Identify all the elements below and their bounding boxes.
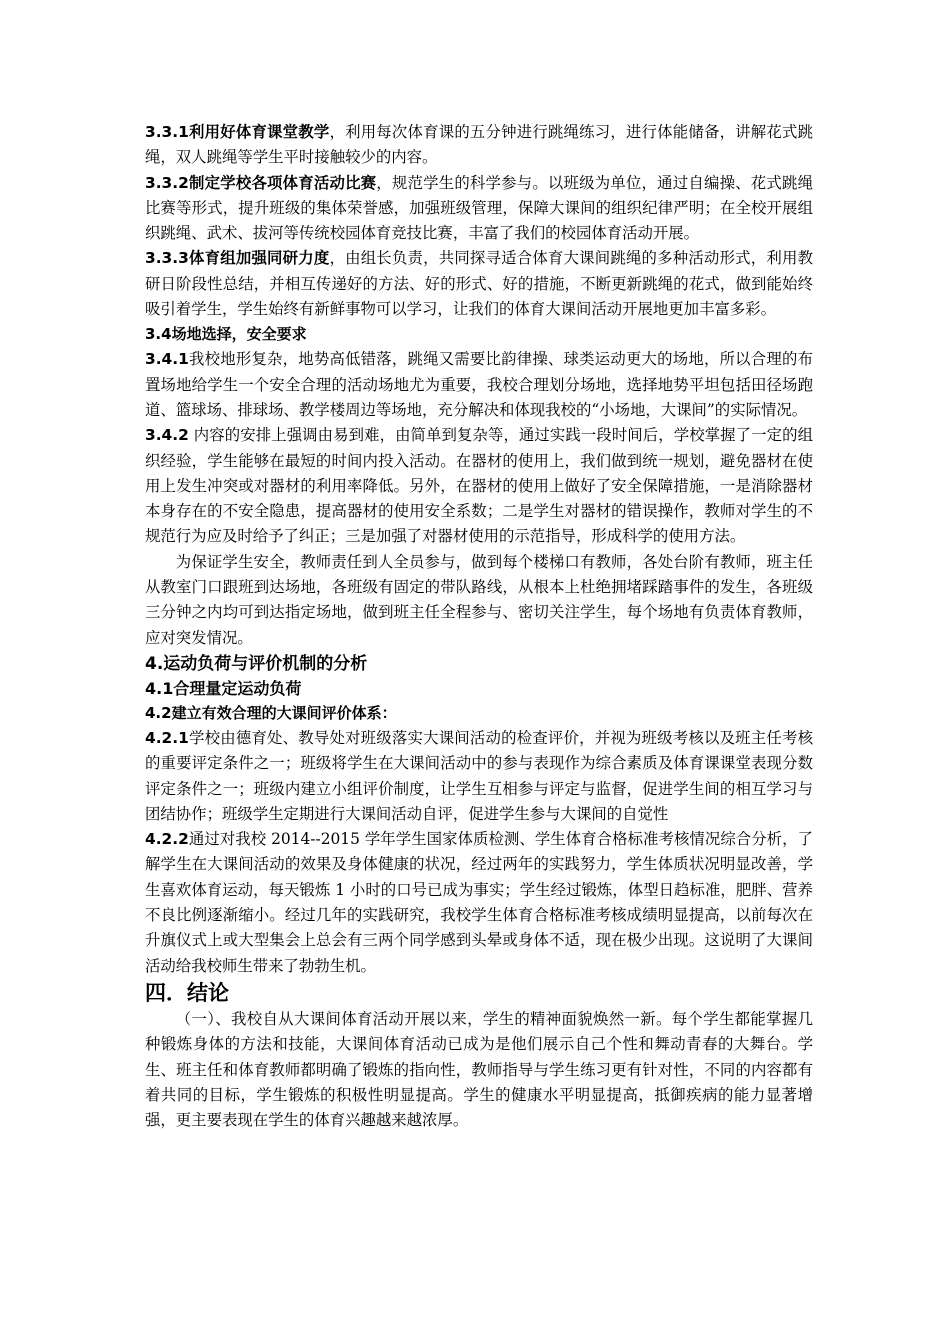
paragraph-lead: 体育组加强同研力度 (188, 249, 330, 268)
paragraph-text: 通过对我校 2014--2015 学年学生国家体质检测、学生体育合格标准考核情况综合分析，了解学生在大课间活动的效果及身体健康的状况，经过两年的实践努力，学生体质状况明显改善，学生喜欢体育运动，每天锻炼 1 小时的口号已成为事实；学生经过锻炼，体型日趋标准，肥胖、营养不良比例逐渐缩小。经过几年的实践研究，我校学生体育合格标准考核成绩明显提高，以前每次在升旗仪式上或大型集会上总会有三两个同学感到头晕或身体不适，现在极少出现。这说明了大课间活动给我校师生带来了勃勃生机。 (145, 830, 813, 975)
heading-3-4: 3.4场地选择，安全要求 (145, 325, 307, 344)
section-number: 4.2.2 (145, 830, 189, 849)
section-number: 3.3.1 (145, 123, 189, 141)
paragraph-3-3-2 (145, 171, 813, 247)
paragraph-conclusion: （一）、我校自从大课间体育活动开展以来，学生的精神面貌焕然一新。每个学生都能掌握几种锻炼身体的方法和技能，大课间体育活动已成为是他们展示自己个性和舞动青春的大舞台。学生、班主任和体育教师都明确了锻炼的指向性，教师指导与学生练习更有针对性，不同的内容都有着共同的目标，学生锻炼的积极性明显提高。学生的健康水平明显提高，抵御疾病的能力显著增强，更主要表现在学生的体育兴趣越来越浓厚。 (145, 1009, 813, 1130)
paragraph-text: ，由组长负责，共同探寻适合体育大课间跳绳的多种活动形式，利用教研日阶段性总结，并相互传递好的方法、好的形式、好的措施，不断更新跳绳的花式，做到能始终吸引着学生，学生始终有新鲜事物可以学习，让我们的体育大课间活动开展地更加丰富多彩。 (145, 249, 813, 319)
paragraph-3-4-1 (145, 347, 813, 423)
paragraph-lead: 制定学校各项体育活动比赛 (188, 173, 377, 192)
paragraph-4-2-1 (145, 726, 813, 827)
paragraph-3-3-3 (145, 246, 813, 322)
heading-4-1: 4.1合理量定运动负荷 (145, 678, 302, 698)
paragraph-4-2-2 (145, 827, 813, 979)
paragraph-text: 学校由德育处、教导处对班级落实大课间活动的检查评价，并视为班级考核以及班主任考核的重要评定条件之一；班级将学生在大课间活动中的参与表现作为综合素质及体育课课堂表现分数评定条件之一；班级内建立小组评价制度，让学生互相参与评定与监督，促进学生间的相互学习与团结协作；班级学生定期进行大课间活动自评，促进学生参与大课间的自觉性 (145, 728, 813, 823)
heading-4: 4.运动负荷与评价机制的分析 (145, 653, 368, 674)
paragraph-text: ，规范学生的科学参与。以班级为单位，通过自编操、花式跳绳比赛等形式，提升班级的集体荣誉感，加强班级管理，保障大课间的组织纪律严明；在全校开展组织跳绳、武术、拔河等传统校园体育竞技比赛，丰富了我们的校园体育活动开展。 (145, 173, 813, 243)
section-number: 3.4.1 (145, 350, 189, 369)
heading-conclusion: 四．结论 (145, 980, 229, 1005)
paragraph-text: ，利用每次体育课的五分钟进行跳绳练习，进行体能储备，讲解花式跳绳，双人跳绳等学生平时接触较少的内容。 (145, 123, 813, 167)
paragraph-3-3-1 (145, 120, 813, 171)
section-number: 3.3.2 (145, 173, 189, 192)
paragraph-text: 我校地形复杂，地势高低错落，跳绳又需要比韵律操、球类运动更大的场地，所以合理的布置场地给学生一个安全合理的活动场地尤为重要，我校合理划分场地，选择地势平坦包括田径场跑道、篮球场、排球场、教学楼周边等场地，充分解决和体现我校的“小场地，大课间”的实际情况。 (145, 350, 813, 419)
heading-4-2: 4.2建立有效合理的大课间评价体系： (145, 703, 397, 722)
section-number: 4.2.1 (145, 728, 189, 747)
paragraph-text: 内容的安排上强调由易到难，由简单到复杂等，通过实践一段时间后，学校掌握了一定的组织经验，学生能够在最短的时间内投入活动。在器材的使用上，我们做到统一规划，避免器材在使用上发生冲突或对器材的利用率降低。另外，在器材的使用上做好了安全保障措施，一是消除器材本身存在的不安全隐患，提高器材的使用安全系数；二是学生对器材的错误操作，教师对学生的不规范行为应及时给予了纠正；三是加强了对器材使用的示范指导，形成科学的使用方法。 (145, 426, 813, 546)
section-number: 3.3.3 (145, 249, 189, 268)
section-number: 3.4.2 (145, 426, 189, 445)
paragraph-lead: 利用好体育课堂教学 (188, 123, 330, 141)
document-page (145, 120, 813, 1133)
paragraph-3-4-2 (145, 423, 813, 549)
paragraph-safety: 为保证学生安全，教师责任到人全员参与，做到每个楼梯口有教师，各处台阶有教师，班主任从教室门口跟班到达场地，各班级有固定的带队路线，从根本上杜绝拥堵踩踏事件的发生，各班级三分钟之内均可到达指定场地，做到班主任全程参与、密切关注学生，每个场地有负责体育教师，应对突发情况。 (145, 552, 813, 647)
